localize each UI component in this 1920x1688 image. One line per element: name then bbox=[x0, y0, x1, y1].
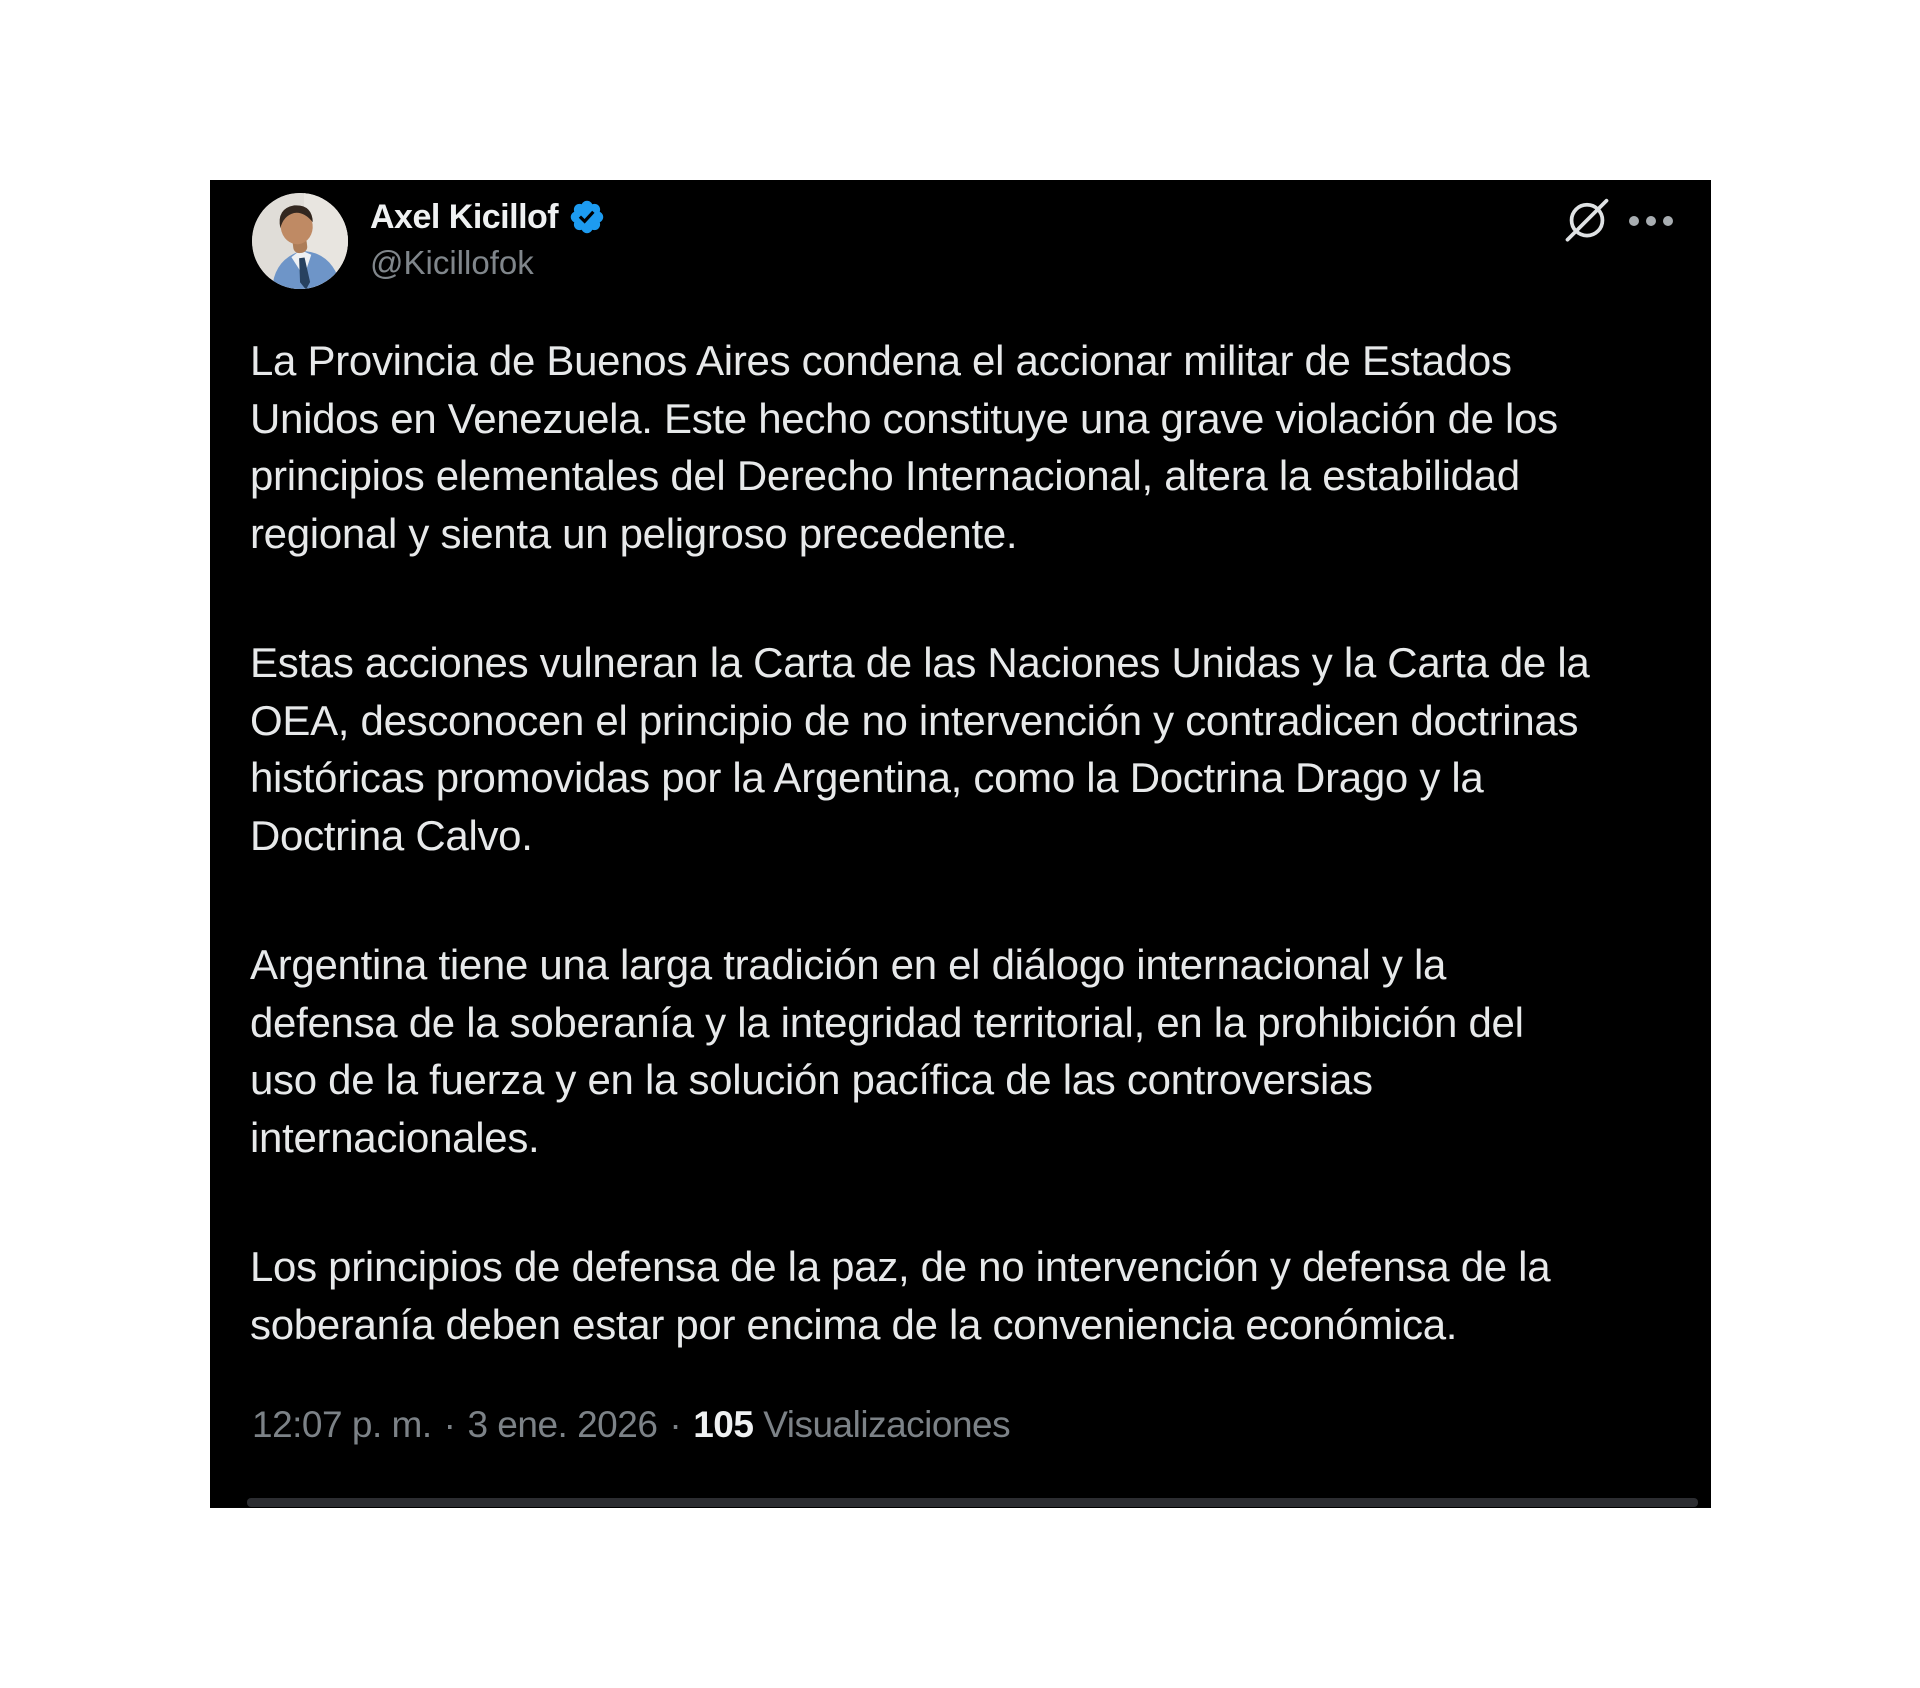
tweet-paragraph bbox=[250, 332, 1690, 562]
tweet-text-line: Argentina tiene una larga tradición en el diálogo internacional y la bbox=[250, 941, 1447, 988]
tweet-text-line: OEA, desconocen el principio de no intervención y contradicen doctrinas bbox=[250, 696, 1579, 744]
more-options-icon[interactable] bbox=[1629, 216, 1673, 226]
grok-icon[interactable] bbox=[1561, 195, 1613, 247]
tweet-text bbox=[250, 332, 1690, 1353]
avatar[interactable] bbox=[252, 193, 348, 289]
tweet-text-line: Doctrina Calvo. bbox=[250, 811, 533, 859]
tweet-paragraph bbox=[250, 936, 1690, 1166]
separator-dot: · bbox=[443, 1404, 456, 1445]
timestamp: 12:07 p. m. bbox=[252, 1404, 432, 1445]
tweet-text-line: uso de la fuerza y en la solución pacífica de las controversias bbox=[250, 1056, 1373, 1103]
tweet-text-line: Unidos en Venezuela. Este hecho constituye una grave violación de los bbox=[250, 394, 1558, 442]
tweet-text-line: internacionales. bbox=[250, 1113, 540, 1161]
views bbox=[693, 1402, 1010, 1448]
tweet-card bbox=[210, 180, 1711, 1508]
tweet-text-line: regional y sienta un peligroso precedente. bbox=[250, 509, 1018, 557]
author-handle[interactable]: @Kicillofok bbox=[370, 244, 534, 281]
header-actions bbox=[1561, 195, 1673, 247]
views-label: Visualizaciones bbox=[763, 1404, 1011, 1445]
tweet-text-line: Estas acciones vulneran la Carta de las Naciones Unidas y la Carta de la bbox=[250, 639, 1590, 686]
bottom-divider bbox=[247, 1498, 1698, 1507]
tweet-text-line: defensa de la soberanía y la integridad territorial, en la prohibición del bbox=[250, 998, 1524, 1046]
tweet-text-line: soberanía deben estar por encima de la conveniencia económica. bbox=[250, 1300, 1458, 1348]
tweet-text-line: principios elementales del Derecho Internacional, altera la estabilidad bbox=[250, 452, 1520, 499]
tweet-paragraph bbox=[250, 634, 1690, 864]
separator-dot: · bbox=[669, 1404, 682, 1445]
author-name[interactable]: Axel Kicillof bbox=[370, 198, 559, 236]
tweet-meta-row bbox=[252, 1402, 1010, 1448]
verified-badge-icon bbox=[568, 198, 606, 236]
date: 3 ene. 2026 bbox=[467, 1404, 658, 1445]
tweet-text-line: históricas promovidas por la Argentina, como la Doctrina Drago y la bbox=[250, 754, 1484, 801]
views-count: 105 bbox=[693, 1404, 754, 1445]
avatar-portrait bbox=[252, 193, 348, 289]
tweet-text-line: Los principios de defensa de la paz, de no intervención y defensa de la bbox=[250, 1243, 1551, 1290]
author-block bbox=[370, 196, 606, 281]
tweet-text-line: La Provincia de Buenos Aires condena el accionar militar de Estados bbox=[250, 337, 1512, 384]
tweet-paragraph bbox=[250, 1238, 1690, 1353]
